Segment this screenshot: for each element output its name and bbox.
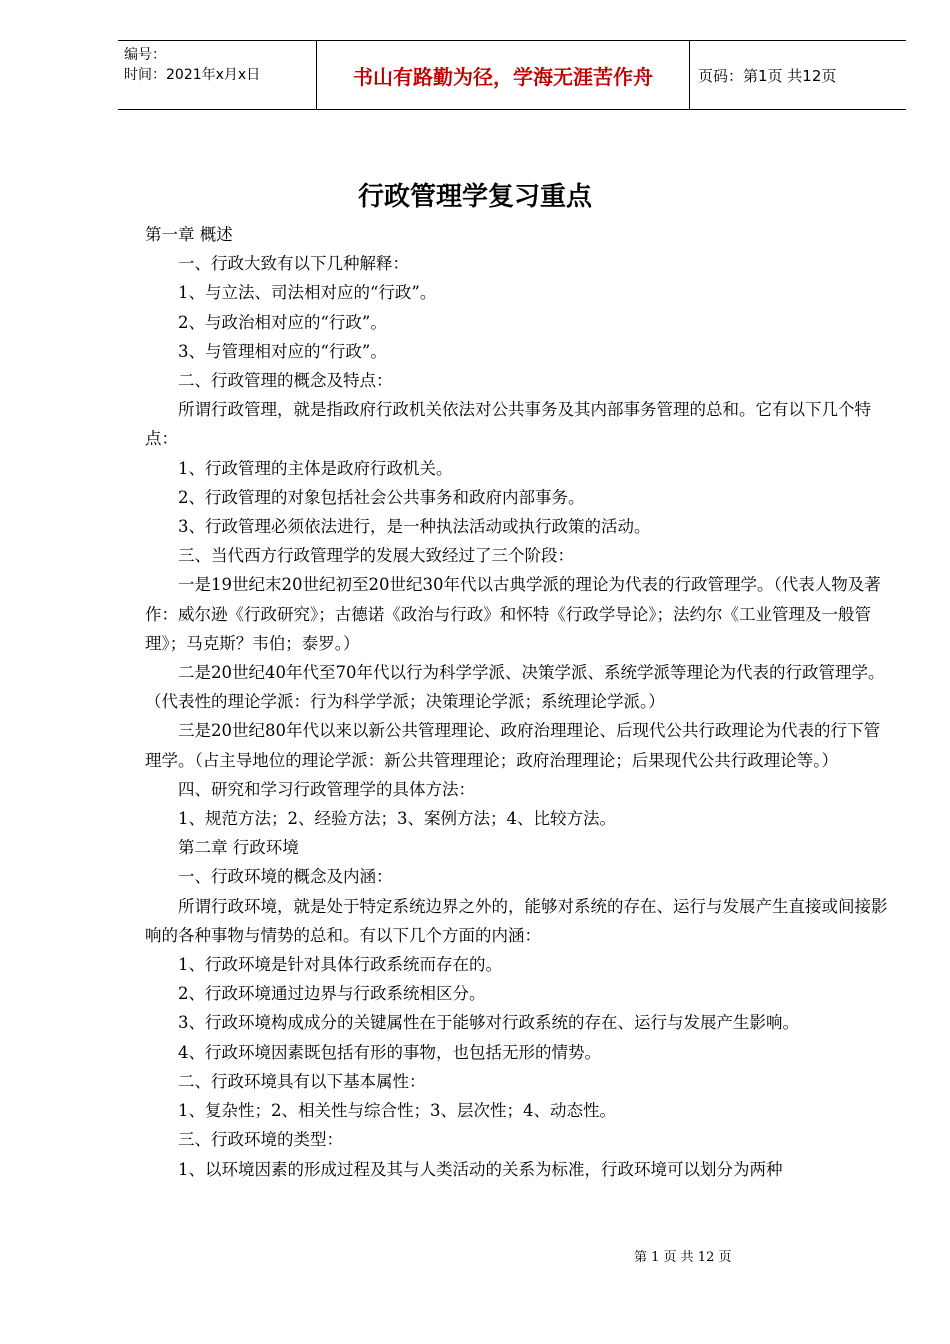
paragraph: 四、研究和学习行政管理学的具体方法： [178,779,475,799]
paragraph: 所谓行政环境，就是处于特定系统边界之外的，能够对系统的存在、运行与发展产生直接或间接影响的各种事物与情势的总和。有以下几个方面的内涵： [145,896,888,945]
paragraph: 3、行政管理必须依法进行，是一种执法活动或执行政策的活动。 [178,517,651,537]
header-motto: 书山有路勤为径，学海无涯苦作舟 [316,41,690,109]
header-number-label: 编号： [124,47,166,63]
paragraph: 2、行政环境通过边界与行政系统相区分。 [178,984,486,1004]
paragraph: 1、行政管理的主体是政府行政机关。 [178,458,453,478]
paragraph: 二、行政环境具有以下基本属性： [178,1071,426,1091]
paragraph: 4、行政环境因素既包括有形的事物，也包括无形的情势。 [178,1042,601,1062]
footer-page-number: 第 1 页 共 12 页 [634,1250,732,1265]
paragraph: 1、行政环境是针对具体行政系统而存在的。 [178,955,502,975]
header-time-label: 时间：2021年x月x日 [124,67,261,83]
paragraph: 3、与管理相对应的“行政”。 [178,341,387,361]
paragraph: 二是20世纪40年代至70年代以行为科学学派、决策学派、系统学派等理论为代表的行政管理学。（代表性的理论学派：行为科学学派；决策理论学派；系统理论学派。） [145,663,885,712]
header-page-info: 页码：第1页 共12页 [698,66,837,85]
paragraph: 第一章 概述 [145,225,233,244]
paragraph: 1、复杂性；2、相关性与综合性；3、层次性；4、动态性。 [178,1101,616,1121]
paragraph: 2、与政治相对应的“行政”。 [178,312,387,332]
document-header [118,40,906,110]
paragraph: 三是20世纪80年代以来以新公共管理理论、政府治理理论、后现代公共行政理论为代表的行下管理学。（占主导地位的理论学派：新公共管理理论；政府治理理论；后果现代公共行政理论等。） [145,721,880,770]
paragraph: 一、行政环境的概念及内涵： [178,867,393,887]
paragraph: 一是19世纪末20世纪初至20世纪30年代以古典学派的理论为代表的行政管理学。（代表人物及著作：威尔逊《行政研究》；古德诺《政治与行政》和怀特《行政学导论》；法约尔《工业管理及一般管理》；马克斯？韦伯；泰罗。） [145,575,881,653]
paragraph: 所谓行政管理，就是指政府行政机关依法对公共事务及其内部事务管理的总和。它有以下几个特点： [145,400,871,449]
paragraph: 2、行政管理的对象包括社会公共事务和政府内部事务。 [178,487,585,507]
paragraph: 1、规范方法；2、经验方法；3、案例方法；4、比较方法。 [178,809,616,829]
document-body [145,220,890,1184]
paragraph: 1、以环境因素的形成过程及其与人类活动的关系为标准，行政环境可以划分为两种 [178,1159,783,1179]
document-title: 行政管理学复习重点 [357,182,592,212]
paragraph: 三、行政环境的类型： [178,1130,343,1150]
paragraph: 3、行政环境构成成分的关键属性在于能够对行政系统的存在、运行与发展产生影响。 [178,1013,799,1033]
paragraph: 第二章 行政环境 [178,838,299,858]
paragraph: 二、行政管理的概念及特点： [178,371,393,391]
paragraph: 1、与立法、司法相对应的“行政”。 [178,283,437,303]
paragraph: 一、行政大致有以下几种解释： [178,254,409,274]
paragraph: 三、当代西方行政管理学的发展大致经过了三个阶段： [178,546,574,566]
header-meta [118,41,316,109]
